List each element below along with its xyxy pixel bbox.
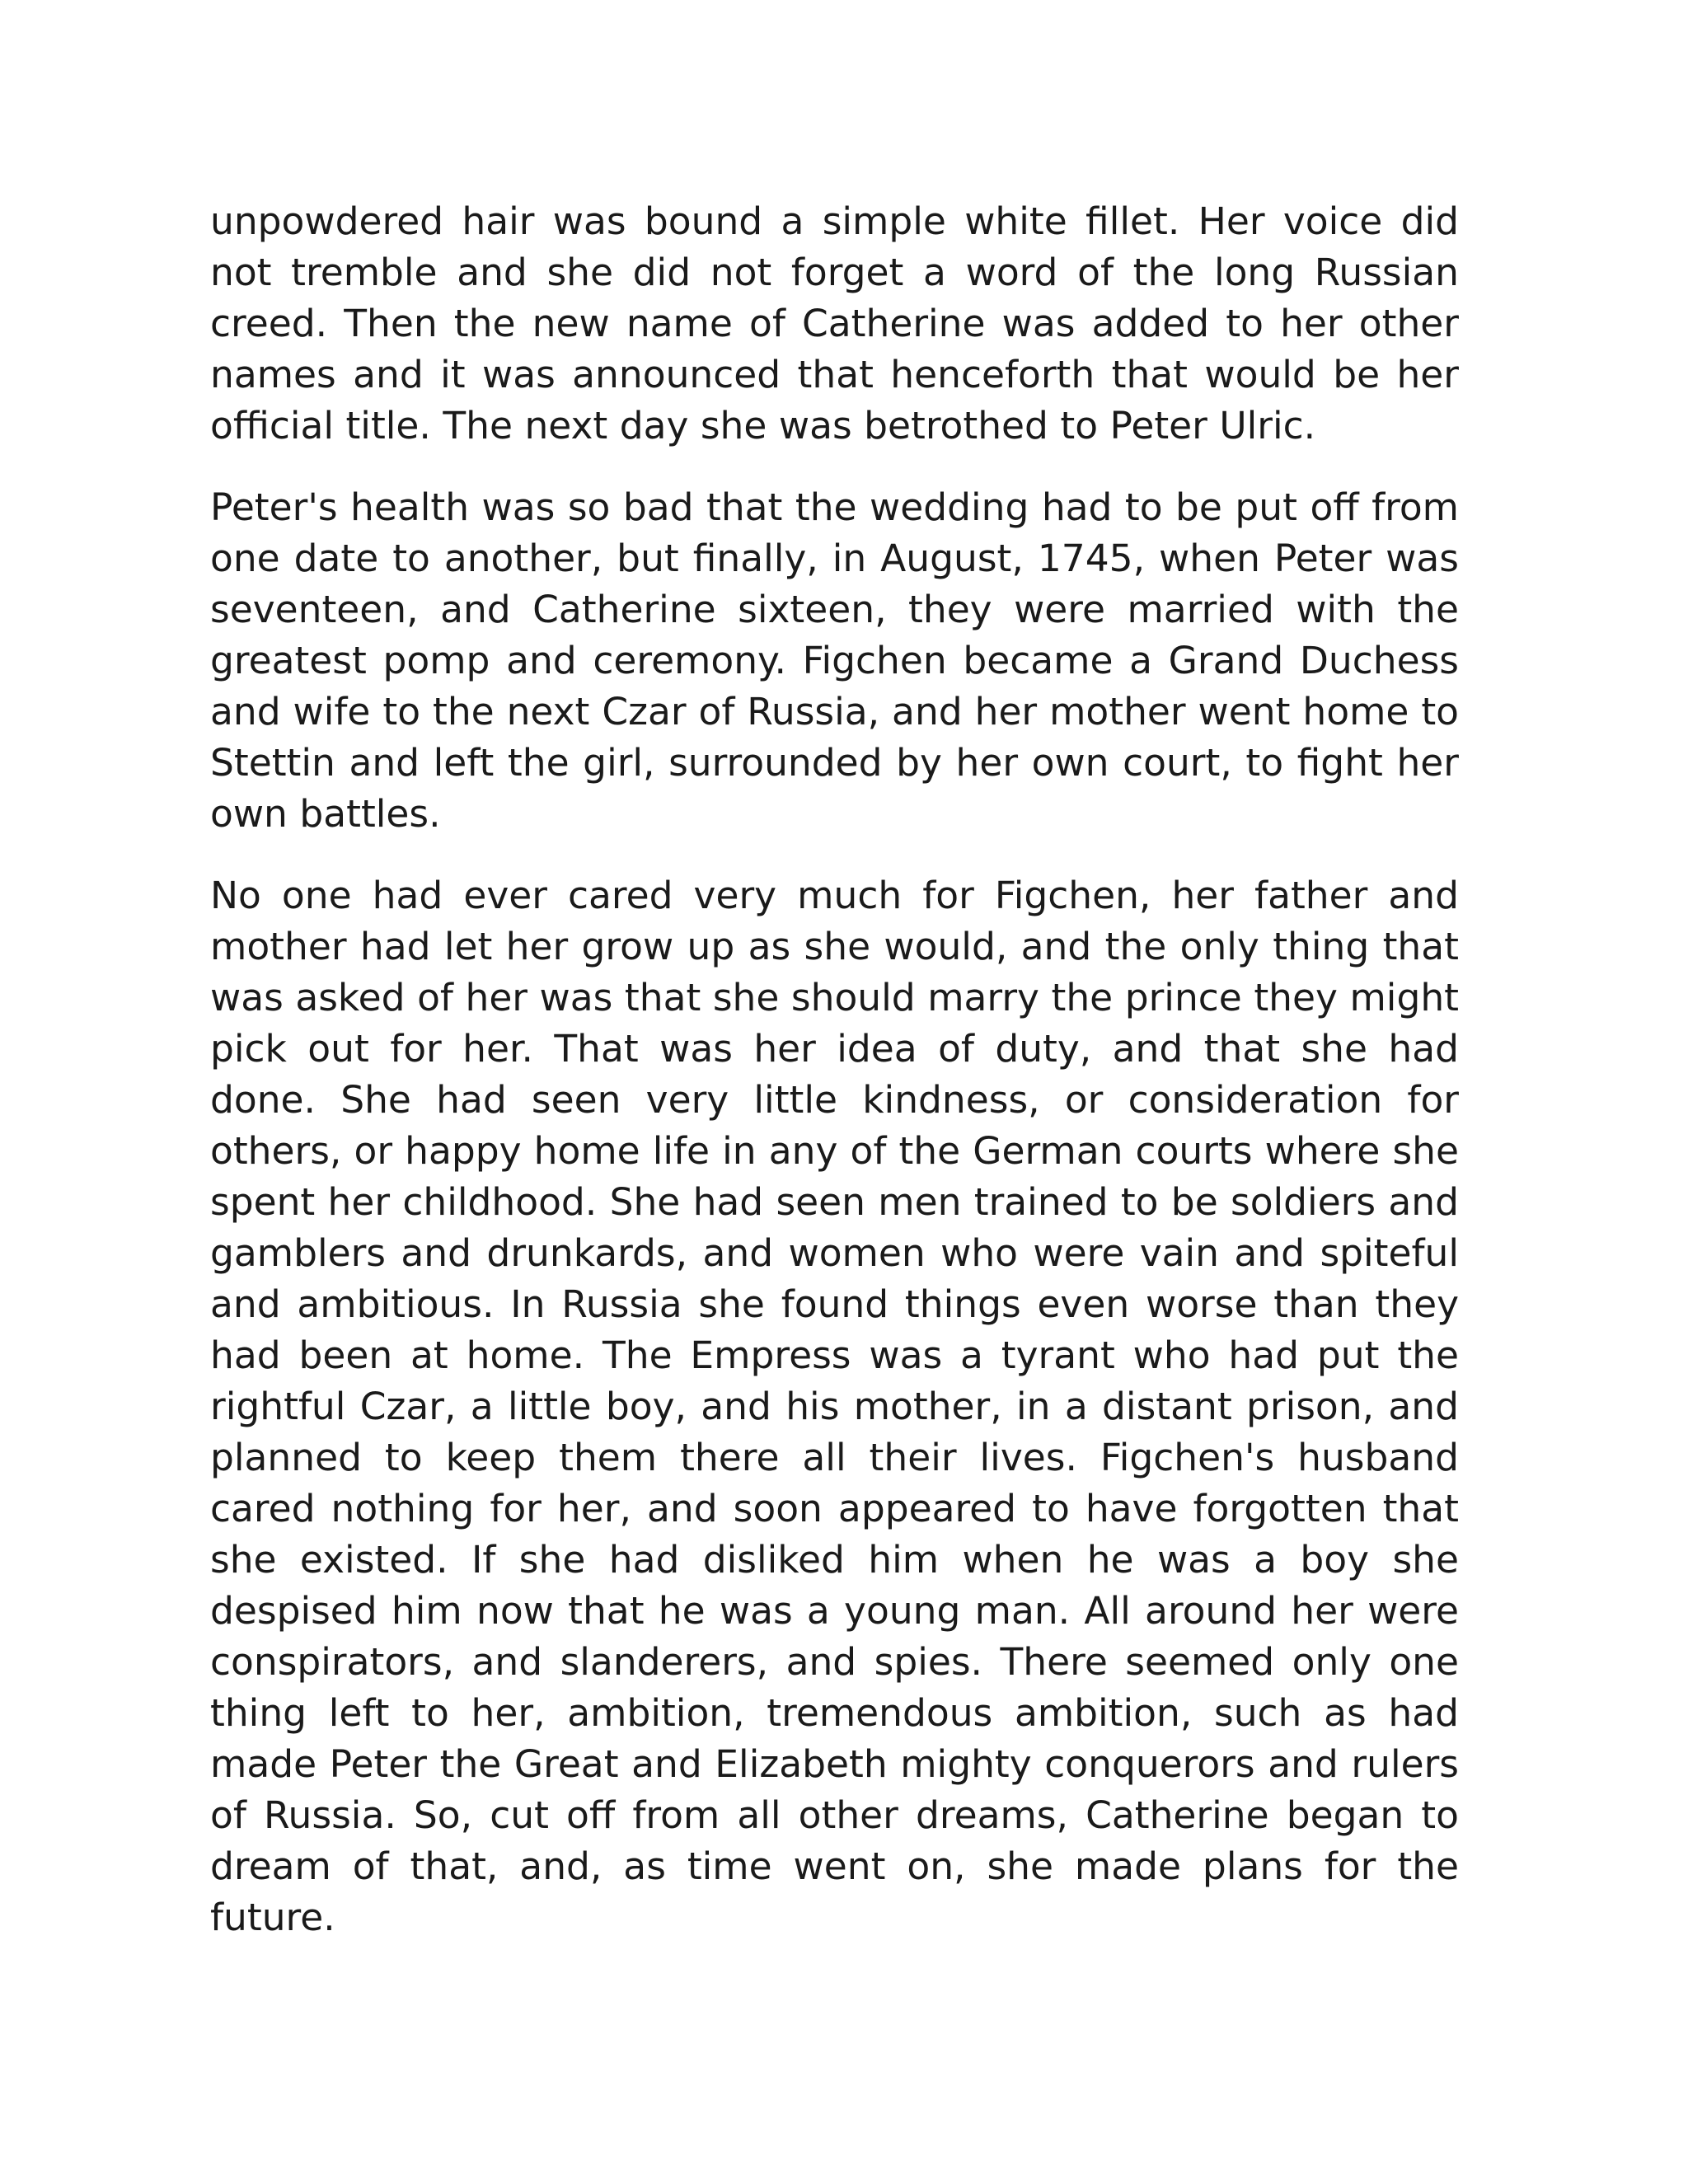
paragraph-1: unpowdered hair was bound a simple white fillet. Her voice did not tremble and she did not forget a word of the long Russian creed. Then the new name of Catherine was added to her other names and it was announced that henceforth that would be her official title. The next day she was betrothed to Peter Ulric. (210, 199, 1459, 448)
paragraph-3: No one had ever cared very much for Figchen, her father and mother had let her grow up as she would, and the only thing that was asked of her was that she should marry the prince they might pick out for her. That was her idea of duty, and that she had done. She had seen very little kindness, or consideration for others, or happy home life in any of the German courts where she spent her childhood. She had seen men trained to be soldiers and gamblers and drunkards, and women who were vain and spiteful and ambitious. In Russia she found things even worse than they had been at home. The Empress was a tyrant who had put the rightful Czar, a little boy, and his mother, in a distant prison, and planned to keep them there all their lives. Figchen's husband cared nothing for her, and soon appeared to have forgotten that she existed. If she had disliked him when he was a boy she despised him now that he was a young man. All around her were conspirators, and slanderers, and spies. There seemed only one thing left to her, ambition, tremendous ambition, such as had made Peter the Great and Elizabeth mighty conquerors and rulers of Russia. So, cut off from all other dreams, Catherine began to dream of that, and, as time went on, she made plans for the future. (210, 874, 1459, 1939)
paragraph-2: Peter's health was so bad that the wedding had to be put off from one date to another, but finally, in August, 1745, when Peter was seventeen, and Catherine sixteen, they were married with the greatest pomp and ceremony. Figchen became a Grand Duchess and wife to the next Czar of Russia, and her mother went home to Stettin and left the girl, surrounded by her own court, to fight her own battles. (210, 485, 1459, 836)
document-page (210, 196, 1459, 1974)
